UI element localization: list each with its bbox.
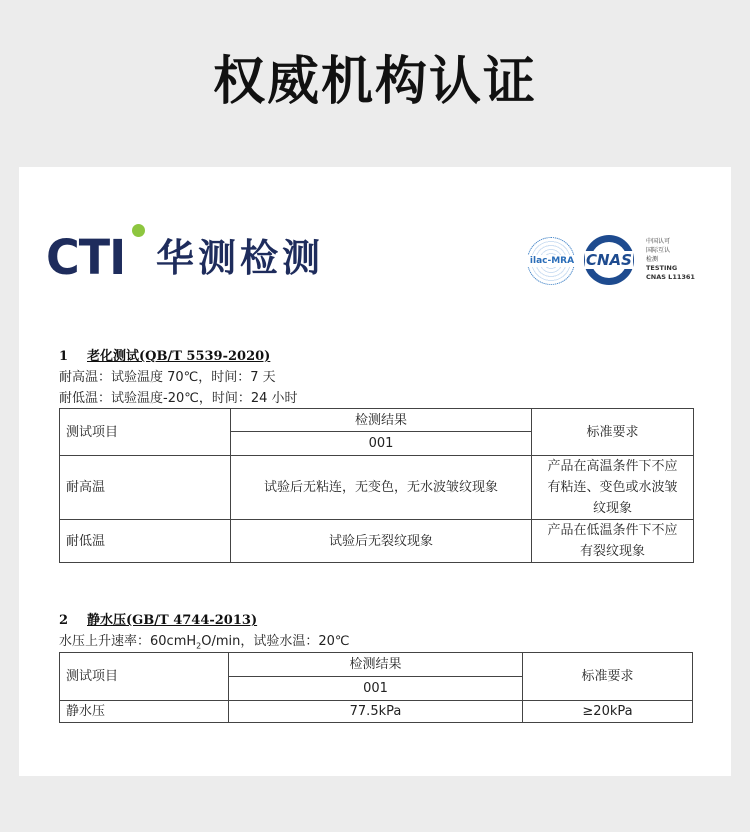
- cti-logo-latin: CTI: [46, 228, 126, 286]
- section-1-condition: 耐高温：试验温度 70℃，时间：7 天: [59, 370, 276, 385]
- header-requirement: 标准要求: [532, 409, 694, 456]
- cti-logo-dot-icon: [132, 224, 145, 237]
- hydrostatic-pressure-table: [59, 652, 693, 723]
- cnas-line: 中国认可: [646, 238, 671, 245]
- section-title: 静水压(GB/T 4744-2013): [87, 613, 258, 628]
- section-number: 2: [59, 613, 69, 628]
- section-2-condition: 水压上升速率：60cmH$_2$O/min，试验水温：20℃: [59, 634, 350, 651]
- ilac-mra-logo-icon: [527, 237, 575, 285]
- requirement-line: 有粘连、变色或水波皱: [547, 480, 678, 495]
- requirement-line: 纹现象: [592, 501, 632, 516]
- certification-card: [19, 167, 731, 776]
- header-test-item: 测试项目: [60, 409, 231, 456]
- header-sample-id: 001: [231, 432, 532, 456]
- cnas-line: 检测: [646, 256, 659, 263]
- cell-requirement: [532, 456, 694, 520]
- requirement-line: 产品在高温条件下不应: [547, 459, 678, 474]
- header-test-item: 测试项目: [60, 653, 229, 701]
- section-number: 1: [59, 349, 69, 364]
- cnas-line: CNAS L11361: [646, 273, 695, 281]
- table-row: [60, 456, 694, 520]
- cell-test-item: 静水压: [60, 701, 229, 723]
- cell-test-item: 耐低温: [60, 520, 231, 563]
- header-result: 检测结果: [231, 409, 532, 432]
- cti-logo-chinese: 华测检测: [156, 236, 325, 280]
- cti-logo: [46, 222, 336, 286]
- header-result: 检测结果: [229, 653, 523, 677]
- table-row: [60, 701, 693, 723]
- cnas-label: CNAS: [586, 251, 632, 269]
- cnas-line: TESTING: [646, 264, 678, 272]
- cell-requirement: [532, 520, 694, 563]
- cell-test-item: 耐高温: [60, 456, 231, 520]
- section-1-heading: [59, 349, 270, 365]
- cell-result: 试验后无裂纹现象: [231, 520, 532, 563]
- aging-test-table: [59, 408, 694, 563]
- cnas-line: 国际互认: [646, 247, 671, 254]
- cell-result: 77.5kPa: [229, 701, 523, 723]
- accreditation-logos: [508, 234, 708, 290]
- section-title: 老化测试(QB/T 5539-2020): [87, 349, 271, 364]
- ilac-mra-label: ilac-MRA: [526, 255, 578, 267]
- cnas-logo-icon: [582, 235, 636, 287]
- header-requirement: 标准要求: [523, 653, 693, 701]
- table-row: [60, 520, 694, 563]
- page-title: 权威机构认证: [212, 52, 537, 112]
- requirement-line: 有裂纹现象: [579, 544, 645, 559]
- cnas-accreditation-text: [646, 237, 712, 282]
- section-1-condition: 耐低温：试验温度-20℃，时间：24 小时: [59, 391, 298, 406]
- requirement-line: 产品在低温条件下不应: [547, 523, 678, 538]
- cell-requirement: ≥20kPa: [523, 701, 693, 723]
- cell-result: 试验后无粘连，无变色，无水波皱纹现象: [231, 456, 532, 520]
- header-sample-id: 001: [229, 677, 523, 701]
- section-2-heading: [59, 613, 257, 629]
